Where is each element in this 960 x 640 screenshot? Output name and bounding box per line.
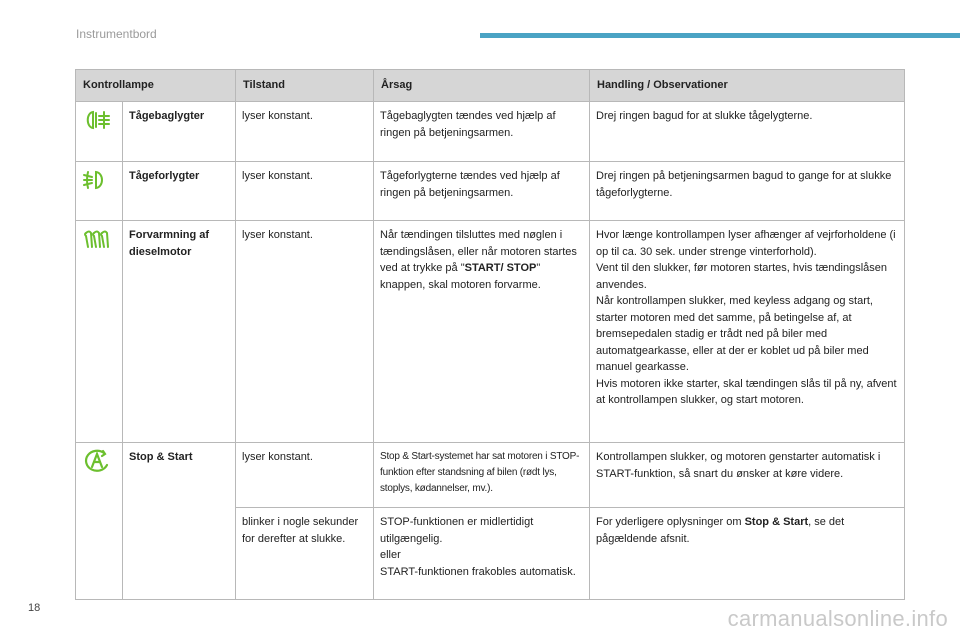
lamp-icon-cell xyxy=(76,221,123,443)
lamp-action xyxy=(590,508,905,600)
lamp-action: Kontrollampen slukker, og motoren genstarter automatisk i START-funktion, så snart du ønsker at køre videre. xyxy=(590,443,905,508)
lamp-state: lyser konstant. xyxy=(236,162,374,221)
column-header-cause: Årsag xyxy=(374,70,590,102)
cause-text-before: Når tændingen tilsluttes med nøglen i tændingslåsen, eller når motoren startes ved at trykke på " xyxy=(380,229,577,274)
table-row xyxy=(76,221,905,443)
table-row xyxy=(76,443,905,508)
header-bar xyxy=(480,33,960,38)
stop-start-reference: Stop & Start xyxy=(744,516,809,528)
table-row xyxy=(76,102,905,162)
lamp-cause: Tågeforlygterne tændes ved hjælp af ringen på betjeningsarmen. xyxy=(374,162,590,221)
lamp-action: Drej ringen bagud for at slukke tågelygterne. xyxy=(590,102,905,162)
watermark: carmanualsonline.info xyxy=(727,606,948,631)
stop-start-icon xyxy=(82,449,112,473)
column-header-action: Handling / Observationer xyxy=(590,70,905,102)
glow-plug-icon xyxy=(82,227,112,251)
lamp-cause: Tågebaglygten tændes ved hjælp af ringen på betjeningsarmen. xyxy=(374,102,590,162)
lamp-icon-cell xyxy=(76,443,123,600)
lamp-name: Tågebaglygter xyxy=(123,102,236,162)
column-header-state: Tilstand xyxy=(236,70,374,102)
action-text-before: For yderligere oplysninger om xyxy=(596,516,745,528)
lamp-name: Stop & Start xyxy=(123,443,236,600)
fog-rear-light-icon xyxy=(82,108,112,132)
lamp-state: lyser konstant. xyxy=(236,443,374,508)
lamp-state: lyser konstant. xyxy=(236,102,374,162)
page-number: 18 xyxy=(28,602,41,614)
section-title: Instrumentbord xyxy=(76,27,157,41)
lamp-state: lyser konstant. xyxy=(236,221,374,443)
cause-text-after: " knappen, skal motoren forvarme. xyxy=(380,262,541,291)
lamp-action: Drej ringen på betjeningsarmen bagud to gange for at slukke tågeforlygterne. xyxy=(590,162,905,221)
lamp-icon-cell xyxy=(76,162,123,221)
fog-front-light-icon xyxy=(82,168,112,192)
lamp-cause: STOP-funktionen er midlertidigt utilgængelig. eller START-funktionen frakobles automatisk. xyxy=(374,508,590,600)
warning-lamp-table xyxy=(75,69,905,600)
column-header-lamp: Kontrollampe xyxy=(76,70,236,102)
lamp-name: Tågeforlygter xyxy=(123,162,236,221)
table-header-row xyxy=(76,70,905,102)
start-stop-label: START/ STOP xyxy=(464,262,537,274)
lamp-cause xyxy=(374,221,590,443)
lamp-cause: Stop & Start-systemet har sat motoren i STOP-funktion efter standsning af bilen (rødt lys, stoplys, kødannelser, mv.). xyxy=(374,443,590,508)
action-text-after: , se det pågældende afsnit. xyxy=(596,516,845,545)
lamp-name: Forvarmning af dieselmotor xyxy=(123,221,236,443)
lamp-icon-cell xyxy=(76,102,123,162)
lamp-state: blinker i nogle sekunder for derefter at slukke. xyxy=(236,508,374,600)
lamp-action: Hvor længe kontrollampen lyser afhænger af vejrforholdene (i op til ca. 30 sek. under strenge vinterforhold). Vent til den slukker, før motoren startes, hvis tændingslåsen anvendes. Når kontrollampen slukker, med keyless adgang og start, starter motoren med det samme, på betingelse af, at bremsepedalen stadig er trådt ned på biler med automatgearkasse, eller at der er koblet ud på biler med manuel gearkasse. Hvis motoren ikke starter, skal tændingen slås til på ny, afvent at kontrollampen slukker, og start motoren. xyxy=(590,221,905,443)
table-row xyxy=(76,162,905,221)
